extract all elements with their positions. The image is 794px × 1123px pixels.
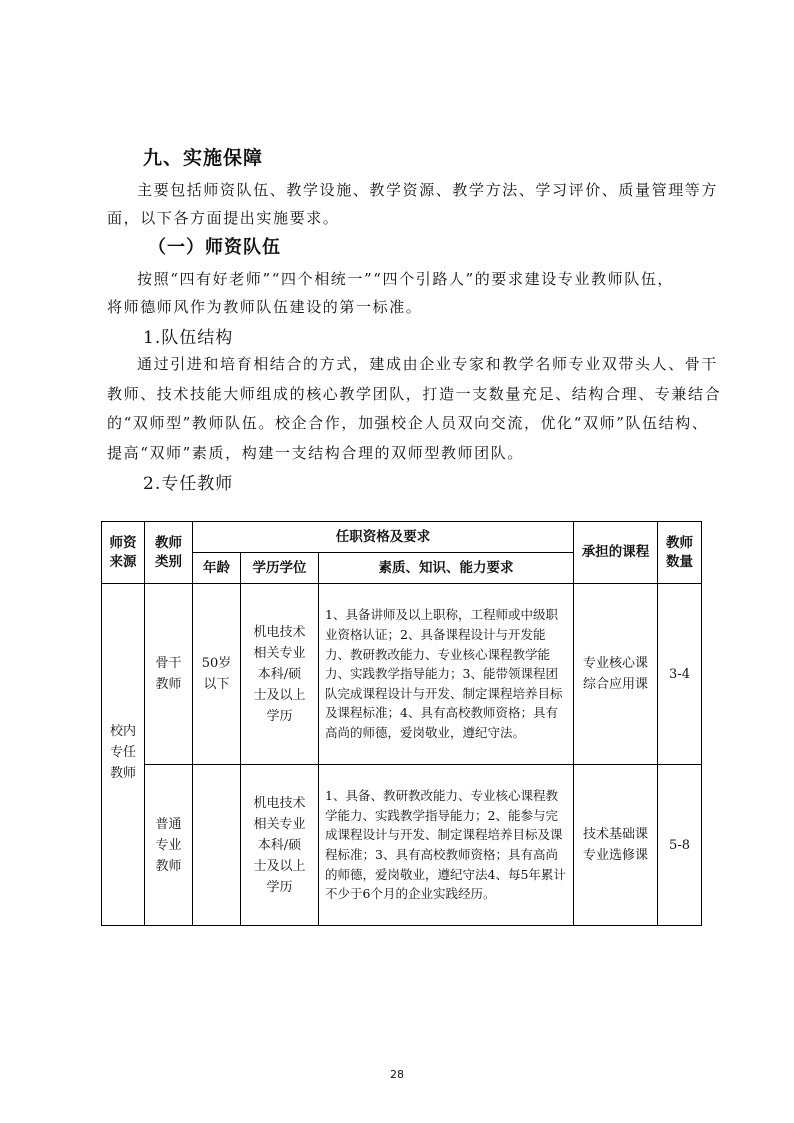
table-row: [102, 765, 702, 926]
education-cell: 机电技术 相关专业 本科/硕 士及以上 学历: [241, 765, 319, 926]
category-cell: 普通 专业 教师: [145, 765, 193, 926]
structure-para-line-1: 通过引进和培育相结合的方式，建成由企业专家和教学名师专业双带头人、骨干: [137, 355, 719, 373]
courses-cell: 技术基础课 专业选修课: [574, 765, 658, 926]
structure-para-line-3: 的“双师型”教师队伍。校企合作，加强校企人员双向交流，优化“双师”队伍结构、: [107, 414, 709, 432]
header-count: 教师 数量: [658, 522, 702, 584]
count-cell: 5-8: [658, 765, 702, 926]
header-education: 学历学位: [241, 553, 319, 584]
structure-para-line-4: 提高“双师”素质，构建一支结构合理的双师型教师团队。: [107, 444, 524, 462]
education-cell: 机电技术 相关专业 本科/硕 士及以上 学历: [241, 584, 319, 765]
header-source: 师资 来源: [102, 522, 145, 584]
page-number: 28: [390, 1068, 404, 1081]
subsection-title: （一）师资队伍: [148, 237, 281, 258]
intro-line-1: 主要包括师资队伍、教学设施、教学资源、教学方法、学习评价、质量管理等方: [137, 181, 719, 199]
team-structure-title: 1.队伍结构: [143, 328, 234, 348]
age-cell: [193, 765, 241, 926]
header-age: 年龄: [193, 553, 241, 584]
intro-line-2: 面，以下各方面提出实施要求。: [107, 209, 340, 227]
category-cell: 骨干 教师: [145, 584, 193, 765]
count-cell: 3-4: [658, 584, 702, 765]
table-row: [102, 584, 702, 765]
teacher-para-line-1: 按照“四有好老师”“四个相统一”“四个引路人”的要求建设专业教师队伍，: [137, 270, 675, 288]
header-qualification: 任职资格及要求: [193, 522, 574, 553]
teacher-requirements-table: [101, 521, 702, 926]
requirements-cell: 1、具备、教研教改能力、专业核心课程教学能力、实践教学指导能力；2、能参与完成课程设计与开发、制定课程培养目标及课程标准；3、具有高校教师资格；具有高尚的师德，爱岗敬业，遵纪守法4、每5年累计不少于6个月的企业实践经历。: [319, 765, 574, 926]
section-heading: 九、实施保障: [143, 147, 264, 169]
teacher-para-line-2: 将师德师风作为教师队伍建设的第一标准。: [107, 298, 423, 316]
structure-para-line-2: 教师、技术技能大师组成的核心教学团队，打造一支数量充足、结构合理、专兼结合: [107, 385, 722, 403]
requirements-cell: 1、具备讲师及以上职称，工程师或中级职业资格认证；2、具备课程设计与开发能力、教研教改能力、专业核心课程教学能力、实践教学指导能力；3、能带领课程团队完成课程设计与开发、制定课程培养目标及课程标准；4、具有高校教师资格；具有高尚的师德，爱岗敬业，遵纪守法。: [319, 584, 574, 765]
age-cell: 50岁 以下: [193, 584, 241, 765]
header-courses: 承担的课程: [574, 522, 658, 584]
courses-cell: 专业核心课 综合应用课: [574, 584, 658, 765]
full-time-teacher-title: 2.专任教师: [143, 474, 234, 494]
header-requirements: 素质、知识、能力要求: [319, 553, 574, 584]
header-category: 教师 类别: [145, 522, 193, 584]
source-cell: 校内 专任 教师: [102, 584, 145, 926]
